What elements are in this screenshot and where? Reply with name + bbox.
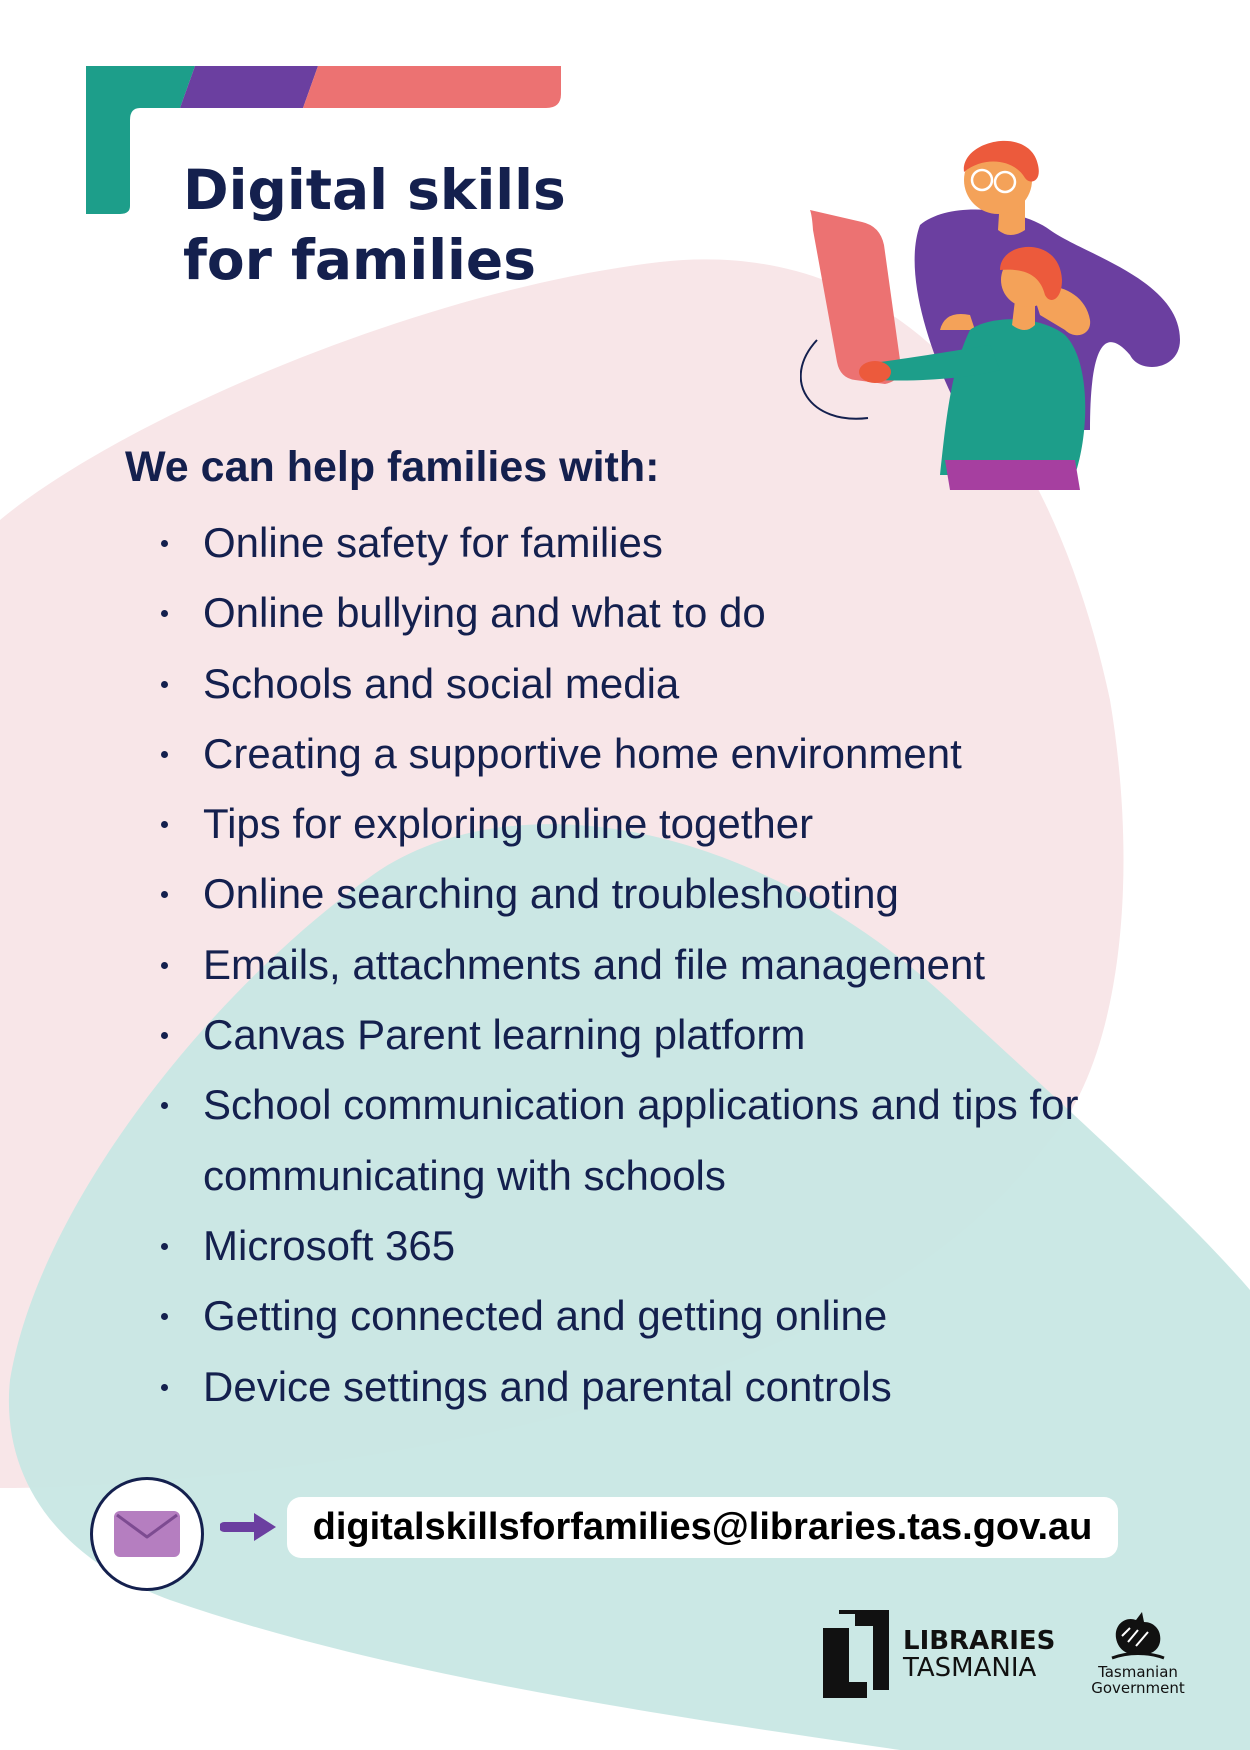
tasmanian-government-logo — [1088, 1608, 1188, 1703]
tasmanian-tiger-emblem — [1108, 1608, 1168, 1664]
list-item: Canvas Parent learning platform — [155, 1000, 1105, 1070]
list-item: School communication applications and tips for communicating with schools — [155, 1070, 1105, 1211]
parent-child-computer-illustration — [800, 130, 1200, 510]
gov-line2: Government — [1091, 1679, 1185, 1697]
list-item: Creating a supportive home environment — [155, 719, 1105, 789]
list-item: Device settings and parental controls — [155, 1352, 1105, 1422]
intro-heading: We can help families with: — [125, 443, 660, 491]
gov-line1: Tasmanian — [1098, 1663, 1178, 1681]
tasmania-wordmark: TASMANIA — [903, 1653, 1037, 1683]
arrow-right-icon — [220, 1512, 276, 1542]
list-item: Microsoft 365 — [155, 1211, 1105, 1281]
libraries-tasmania-logo — [823, 1610, 1056, 1700]
list-item: Getting connected and getting online — [155, 1281, 1105, 1351]
list-item: Emails, attachments and file management — [155, 930, 1105, 1000]
page-title: Digital skills for families — [183, 158, 566, 292]
list-item: Online bullying and what to do — [155, 578, 1105, 648]
libraries-tasmania-mark — [823, 1610, 889, 1698]
list-item: Schools and social media — [155, 649, 1105, 719]
list-item: Tips for exploring online together — [155, 789, 1105, 859]
topic-list — [155, 508, 1105, 1422]
list-item: Online searching and troubleshooting — [155, 859, 1105, 929]
email-link[interactable]: digitalskillsforfamilies@libraries.tas.gov.au — [287, 1497, 1118, 1558]
envelope-badge — [90, 1477, 204, 1591]
libraries-wordmark: LIBRARIES — [903, 1626, 1056, 1656]
envelope-icon — [114, 1511, 180, 1557]
list-item: Online safety for families — [155, 508, 1105, 578]
